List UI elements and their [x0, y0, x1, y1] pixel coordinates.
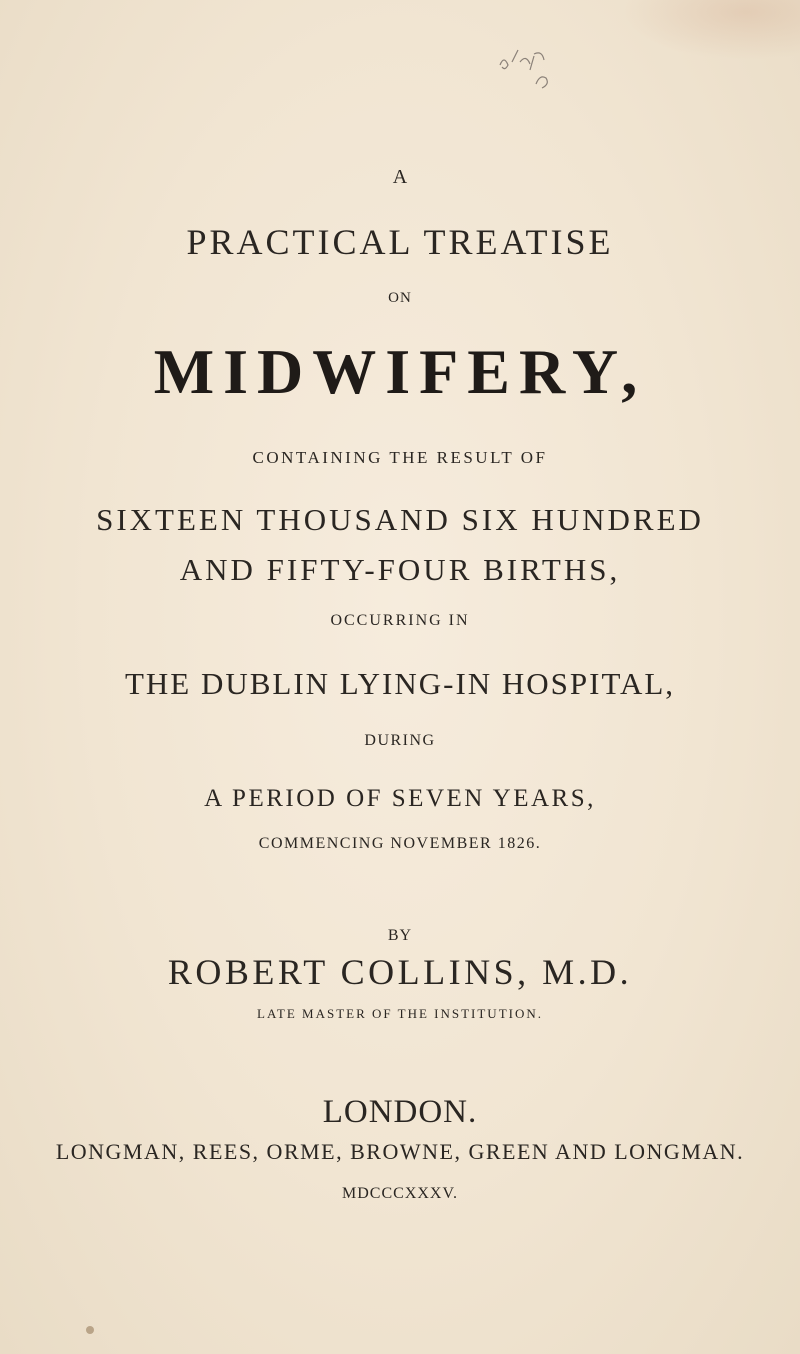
imprint-publisher: LONGMAN, REES, ORME, BROWNE, GREEN AND LONGMAN.: [55, 1139, 745, 1164]
location-line: THE DUBLIN LYING-IN HOSPITAL,: [124, 666, 676, 701]
containing-line: CONTAINING THE RESULT OF: [252, 448, 548, 467]
imprint-city: LONDON.: [322, 1094, 478, 1130]
title-heading: PRACTICAL TREATISE: [186, 222, 614, 262]
count-line-1: SIXTEEN THOUSAND SIX HUNDRED: [96, 502, 704, 537]
handwritten-annotation: [490, 40, 580, 100]
author-name: ROBERT COLLINS, M.D.: [167, 952, 633, 992]
by-line: BY: [387, 927, 413, 944]
commencing-line: COMMENCING NOVEMBER 1826.: [258, 835, 542, 852]
period-line: A PERIOD OF SEVEN YEARS,: [204, 785, 596, 812]
title-on: ON: [388, 290, 412, 306]
during-line: DURING: [364, 732, 436, 749]
ink-spot: [80, 1320, 100, 1340]
title-subject: MIDWIFERY,: [153, 336, 647, 407]
title-article: A: [392, 166, 408, 188]
paper-stain: [620, 0, 800, 60]
occurring-line: OCCURRING IN: [330, 612, 470, 629]
count-line-2: AND FIFTY-FOUR BIRTHS,: [179, 552, 621, 587]
imprint-date: MDCCCXXXV.: [342, 1185, 458, 1202]
author-title: LATE MASTER OF THE INSTITUTION.: [257, 1006, 543, 1021]
